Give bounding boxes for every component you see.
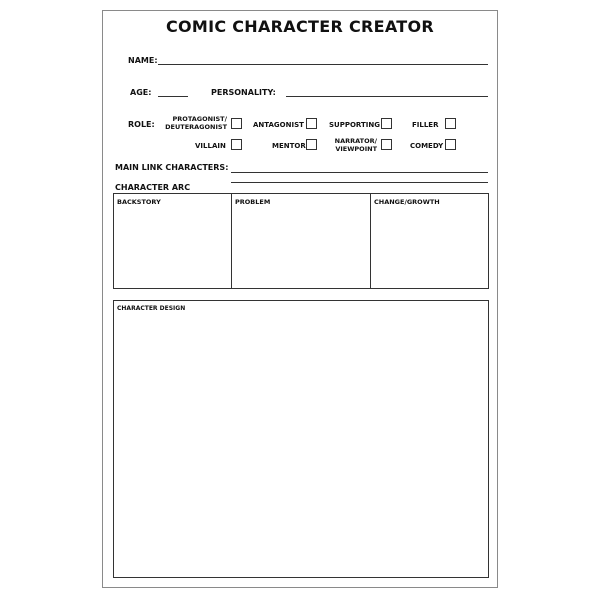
name-line[interactable] [158, 64, 488, 65]
role-antagonist-label: ANTAGONIST [253, 121, 304, 129]
character-design-label: CHARACTER DESIGN [117, 305, 186, 312]
role-filler-checkbox[interactable] [445, 118, 456, 129]
role-antagonist-checkbox[interactable] [306, 118, 317, 129]
age-line[interactable] [158, 96, 188, 97]
personality-line[interactable] [286, 96, 488, 97]
role-protagonist-checkbox[interactable] [231, 118, 242, 129]
character-design-box[interactable] [113, 300, 489, 578]
page-title: COMIC CHARACTER CREATOR [165, 17, 435, 36]
role-mentor-checkbox[interactable] [306, 139, 317, 150]
problem-cell[interactable] [232, 194, 371, 288]
backstory-label: BACKSTORY [117, 198, 161, 206]
role-comedy-label: COMEDY [410, 142, 444, 150]
main-link-line-1[interactable] [231, 172, 488, 173]
role-villain-checkbox[interactable] [231, 139, 242, 150]
main-link-characters-label: MAIN LINK CHARACTERS: [115, 163, 229, 172]
age-label: AGE: [130, 88, 152, 97]
character-sheet [102, 10, 498, 588]
role-supporting-checkbox[interactable] [381, 118, 392, 129]
role-mentor-label: MENTOR [272, 142, 306, 150]
role-narrator-checkbox[interactable] [381, 139, 392, 150]
personality-label: PERSONALITY: [211, 88, 276, 97]
role-narrator-label: NARRATOR/ VIEWPOINT [334, 137, 377, 153]
name-label: NAME: [128, 56, 158, 65]
problem-label: PROBLEM [235, 198, 271, 206]
backstory-cell[interactable] [114, 194, 232, 288]
change-growth-label: CHANGE/GROWTH [374, 198, 440, 206]
change-growth-cell[interactable] [371, 194, 488, 288]
role-supporting-label: SUPPORTING [329, 121, 380, 129]
role-comedy-checkbox[interactable] [445, 139, 456, 150]
role-filler-label: FILLER [412, 121, 439, 129]
role-villain-label: VILLAIN [195, 142, 226, 150]
main-link-line-2[interactable] [231, 182, 488, 183]
role-label: ROLE: [128, 120, 155, 129]
character-arc-label: CHARACTER ARC [115, 183, 191, 192]
role-protagonist-label: PROTAGONIST/ DEUTERAGONIST [165, 115, 227, 131]
character-arc-table [113, 193, 489, 289]
